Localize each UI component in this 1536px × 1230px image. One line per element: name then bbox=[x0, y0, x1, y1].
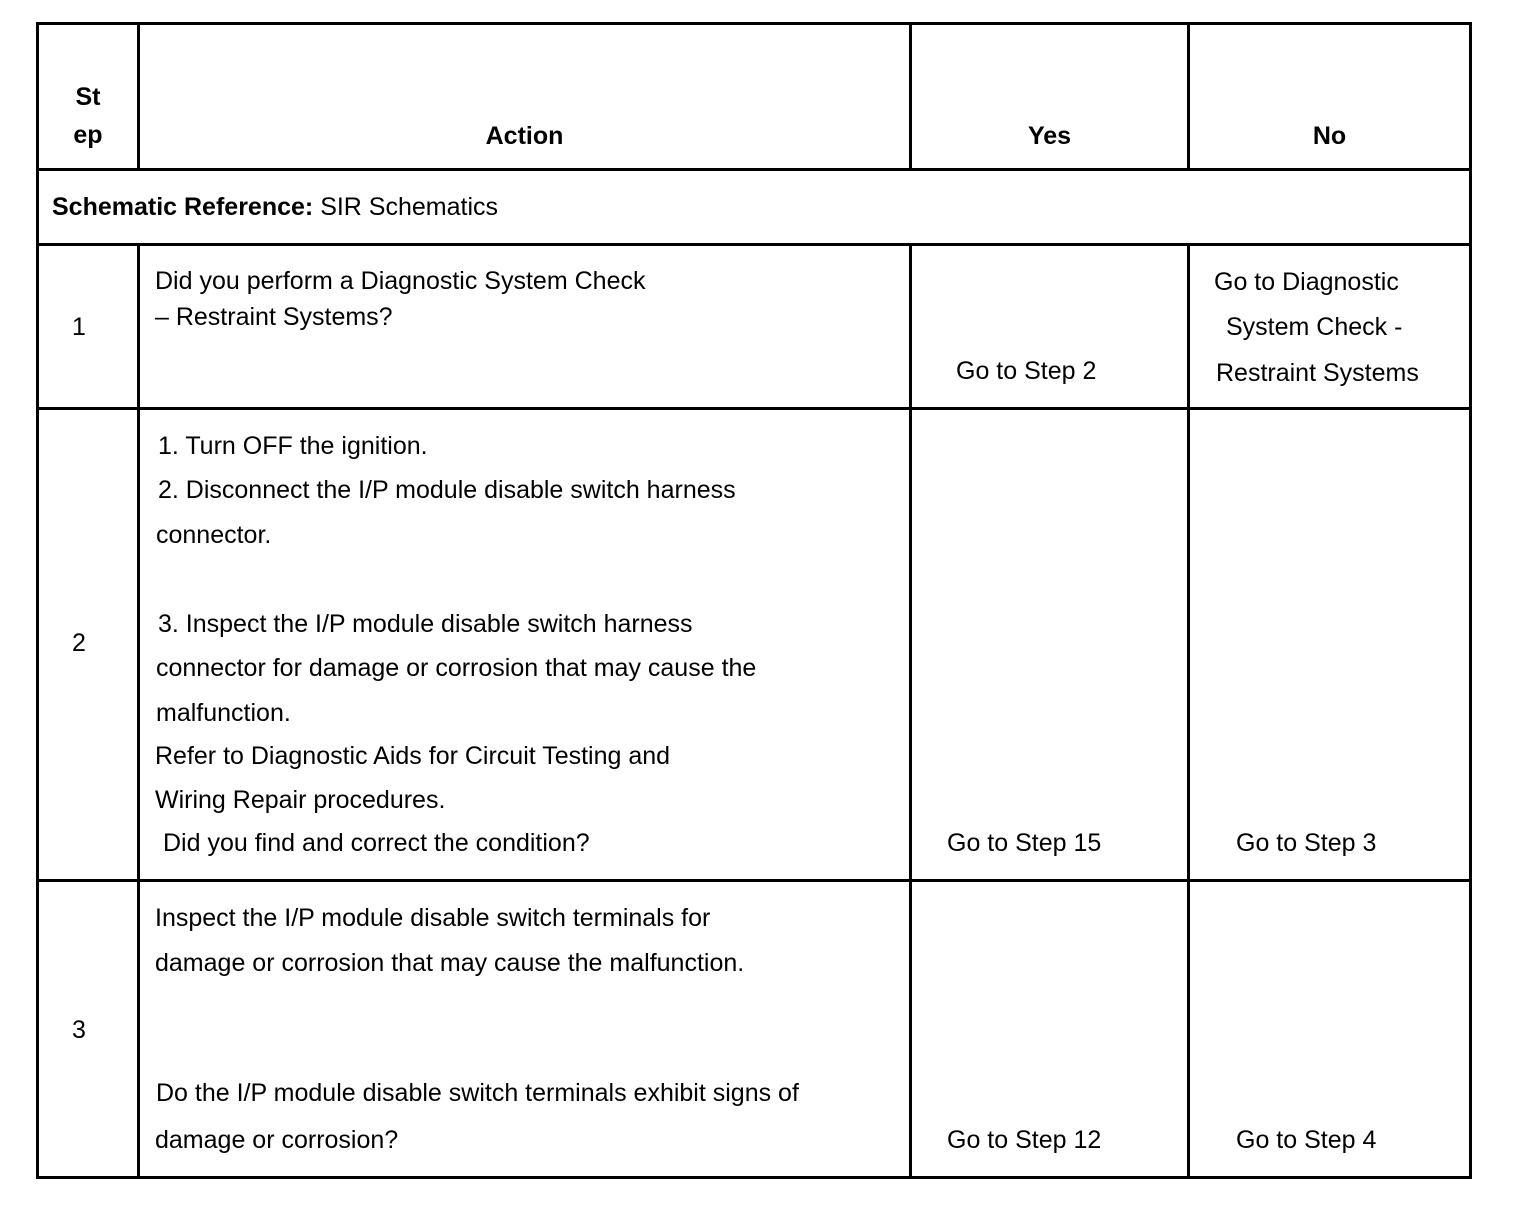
schematic-reference-value: SIR Schematics bbox=[320, 193, 499, 221]
header-step-line1: St bbox=[75, 83, 101, 111]
action-line: malfunction. bbox=[156, 699, 291, 727]
yes-result: Go to Step 15 bbox=[947, 829, 1102, 857]
header-step-line2: ep bbox=[73, 121, 103, 149]
action-line: connector. bbox=[156, 521, 272, 549]
header-action: Action bbox=[485, 122, 564, 150]
header-step bbox=[39, 82, 137, 150]
action-line: Do the I/P module disable switch terminals exhibit signs of bbox=[156, 1079, 799, 1107]
row2-divider bbox=[36, 879, 1472, 882]
action-line: connector for damage or corrosion that may cause the bbox=[156, 654, 757, 682]
table-border-bottom bbox=[36, 1176, 1472, 1179]
table-border-top bbox=[36, 22, 1472, 25]
step-number: 2 bbox=[72, 629, 86, 657]
diagnostic-table bbox=[36, 22, 1472, 1179]
no-result-line: Go to Diagnostic bbox=[1214, 268, 1399, 296]
no-result: Go to Step 4 bbox=[1236, 1126, 1377, 1154]
no-result: Go to Step 3 bbox=[1236, 829, 1377, 857]
action-line: Refer to Diagnostic Aids for Circuit Testing and bbox=[155, 742, 671, 770]
table-border-right bbox=[1469, 22, 1472, 1179]
action-line: Did you perform a Diagnostic System Check bbox=[155, 267, 646, 295]
action-line: damage or corrosion? bbox=[155, 1126, 399, 1154]
no-result-line: Restraint Systems bbox=[1216, 359, 1419, 387]
action-line: 1. Turn OFF the ignition. bbox=[158, 432, 428, 460]
col-divider-yes bbox=[1187, 243, 1190, 1179]
yes-result: Go to Step 2 bbox=[956, 357, 1097, 385]
action-line: Inspect the I/P module disable switch terminals for bbox=[155, 904, 711, 932]
header-yes: Yes bbox=[1027, 122, 1072, 150]
action-line: Wiring Repair procedures. bbox=[155, 786, 446, 814]
step-number: 1 bbox=[72, 313, 86, 341]
schematic-reference bbox=[52, 192, 498, 222]
table-border-left bbox=[36, 22, 39, 1179]
step-number: 3 bbox=[72, 1016, 86, 1044]
schematic-divider bbox=[36, 243, 1472, 246]
row1-divider bbox=[36, 407, 1472, 410]
action-line: Did you find and correct the condition? bbox=[163, 829, 590, 857]
header-no: No bbox=[1312, 122, 1347, 150]
col-divider-step bbox=[137, 243, 140, 1179]
action-line: 2. Disconnect the I/P module disable switch harness bbox=[158, 476, 736, 504]
yes-result: Go to Step 12 bbox=[947, 1126, 1102, 1154]
action-line: 3. Inspect the I/P module disable switch harness bbox=[158, 610, 693, 638]
no-result-line: System Check - bbox=[1226, 313, 1403, 341]
col-divider-action bbox=[909, 243, 912, 1179]
schematic-reference-label: Schematic Reference: bbox=[52, 193, 314, 221]
action-line: – Restraint Systems? bbox=[155, 303, 393, 331]
action-line: damage or corrosion that may cause the malfunction. bbox=[155, 949, 745, 977]
header-divider bbox=[36, 168, 1472, 171]
